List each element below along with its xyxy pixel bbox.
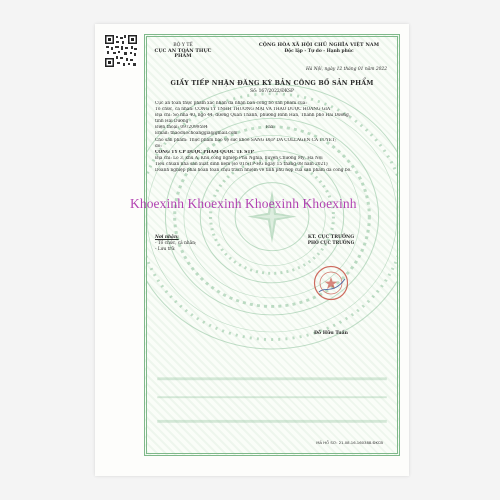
- signer-subtitle: PHÓ CỤC TRƯỞNG: [307, 241, 355, 247]
- issuer-header: [153, 43, 213, 60]
- address-line-2: tỉnh Hải Dương: [155, 119, 189, 125]
- organization-line: Tổ chức, cá nhân: CÔNG TY TNHH THƯƠNG MẠI VÀ THẢO DƯỢC HOÀNG GIA: [155, 107, 331, 113]
- certificate-content: [147, 37, 397, 453]
- document-body: [155, 101, 389, 174]
- phone-line: Điện thoại: 0972099584: [155, 125, 208, 131]
- recipients-heading: Nơi nhận:: [155, 235, 179, 240]
- certificate-page: [95, 24, 409, 476]
- watermark-text: Khoexinh Khoexinh Khoexinh Khoexinh: [130, 196, 357, 211]
- dossier-code: MÃ HỒ SƠ: 21.08.16.160388.ĐKCB: [316, 440, 383, 445]
- manufacturer-name: CÔNG TY CP DƯỢC PHẨM QUỐC TẾ STP: [155, 149, 254, 155]
- responsibility-note: Doanh nghiệp phải hoàn toàn chịu trách nhiệm về tính phù hợp của sản phẩm đã công bố.: [155, 168, 352, 174]
- email-line: Email: thaoduochoanggia@gmail.com: [155, 131, 238, 137]
- country-name: CỘNG HÒA XÃ HỘI CHỦ NGHĨA VIỆT NAM: [258, 42, 380, 48]
- qr-code: [104, 34, 138, 68]
- issue-date: Hà Nội, ngày 12 tháng 01 năm 2022: [305, 67, 387, 72]
- intro-line: Cục an toàn thực phẩm xác nhận đã nhận bản công bố sản phẩm của:: [155, 101, 307, 106]
- fax-line: Fax:: [265, 125, 275, 131]
- product-line: Cho sản phẩm: Thực phẩm bảo vệ sức khỏe SÁNG ĐẸP DA COLLAGEN CÁ TUYẾT;: [155, 137, 336, 143]
- recipients-block: [155, 235, 196, 253]
- signature-block: [271, 235, 391, 336]
- national-motto: Độc lập - Tự do - Hạnh phúc: [284, 48, 354, 54]
- recipient-item: - Lưu trữ.: [155, 247, 176, 253]
- standard-line: Tiêu chuẩn nhà sản xuất đính kèm (số 01/STP-HG ngày 15 tháng 08 năm 2021): [155, 161, 328, 167]
- signer-title: KT. CỤC TRƯỞNG: [307, 235, 355, 240]
- manufacturer-address: Địa chỉ: Lô 3, khu A, Khu công nghiệp Phú Nghĩa, huyện Chương Mỹ, Hà Nội: [155, 155, 323, 161]
- recipient-item: - Tổ chức, cá nhân;: [155, 241, 197, 247]
- manufacturer-label: do:: [155, 143, 162, 149]
- signer-name: Đỗ Hữu Tuấn: [314, 331, 348, 336]
- document-number: Số: 167/2022/ĐKSP: [250, 89, 294, 94]
- address-line-1: Địa chỉ: Số nhà 40, ngõ 44, đường Quán Thánh, phường Bình Hàn, Thành phố Hải Dương,: [155, 113, 351, 119]
- department-name: CỤC AN TOÀN THỰC PHẨM: [154, 47, 212, 60]
- official-stamp: [313, 265, 349, 301]
- ministry-name: BỘ Y TẾ: [173, 43, 193, 48]
- document-title: GIẤY TIẾP NHẬN ĐĂNG KÝ BẢN CÔNG BỐ SẢN PHẨM: [170, 80, 374, 87]
- national-header: [245, 43, 393, 54]
- certificate-frame: [144, 34, 400, 456]
